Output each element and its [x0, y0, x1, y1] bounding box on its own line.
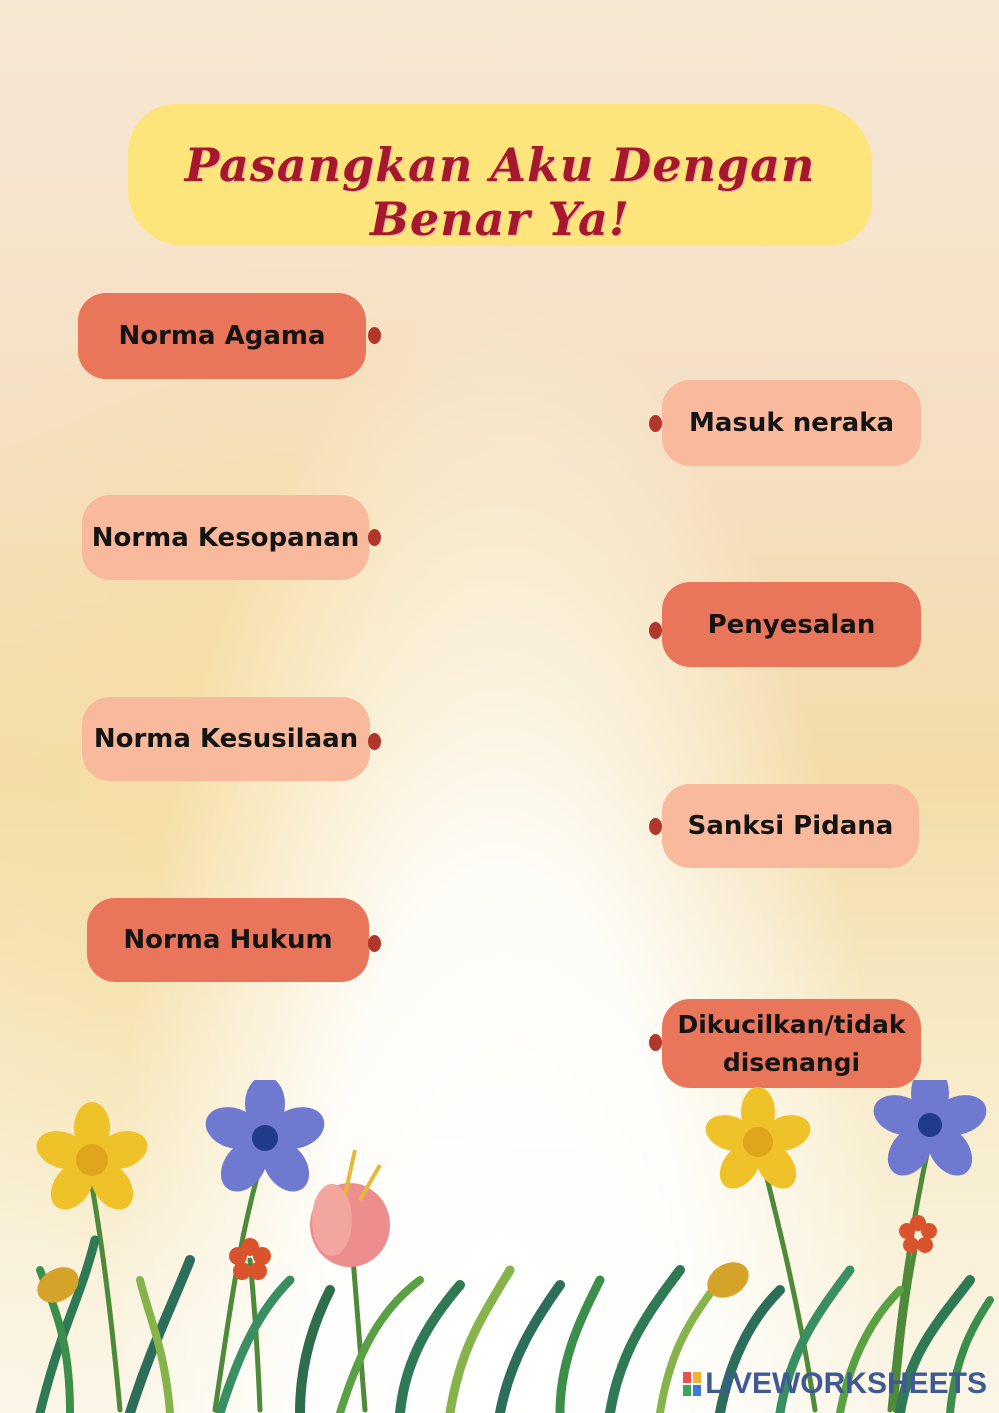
watermark-text: LIVEWORKSHEETS: [705, 1367, 987, 1400]
right-connector-dot-1[interactable]: [649, 415, 662, 432]
right-connector-dot-2[interactable]: [649, 622, 662, 639]
right-item-label: Sanksi Pidana: [687, 811, 894, 841]
left-item-norma-hukum[interactable]: [87, 898, 369, 982]
left-connector-dot-3[interactable]: [368, 733, 381, 750]
left-item-norma-kesusilaan[interactable]: [82, 697, 370, 781]
watermark: [683, 1367, 987, 1401]
right-connector-dot-4[interactable]: [649, 1034, 662, 1051]
right-item-label: Masuk neraka: [688, 408, 895, 438]
left-connector-dot-2[interactable]: [368, 529, 381, 546]
left-connector-dot-4[interactable]: [368, 935, 381, 952]
right-connector-dot-3[interactable]: [649, 818, 662, 835]
right-item-dikucilkan[interactable]: [662, 999, 921, 1088]
right-item-penyesalan[interactable]: [662, 582, 921, 667]
left-item-norma-agama[interactable]: [78, 293, 366, 379]
left-item-label: Norma Kesopanan: [91, 522, 360, 553]
left-item-label: Norma Hukum: [123, 925, 333, 955]
right-item-label: Penyesalan: [707, 609, 876, 640]
left-item-norma-kesopanan[interactable]: [82, 495, 369, 580]
left-item-label: Norma Kesusilaan: [93, 724, 359, 754]
right-item-label: Dikucilkan/tidak disenangi: [677, 1009, 906, 1077]
right-item-masuk-neraka[interactable]: [662, 380, 921, 466]
page-title: Pasangkan Aku Dengan Benar Ya!: [184, 138, 816, 246]
left-item-label: Norma Agama: [118, 321, 326, 351]
flower-meadow-illustration: [0, 1080, 999, 1413]
left-connector-dot-1[interactable]: [368, 327, 381, 344]
right-item-sanksi-pidana[interactable]: [662, 784, 919, 868]
liveworksheets-logo-icon: [683, 1372, 701, 1396]
